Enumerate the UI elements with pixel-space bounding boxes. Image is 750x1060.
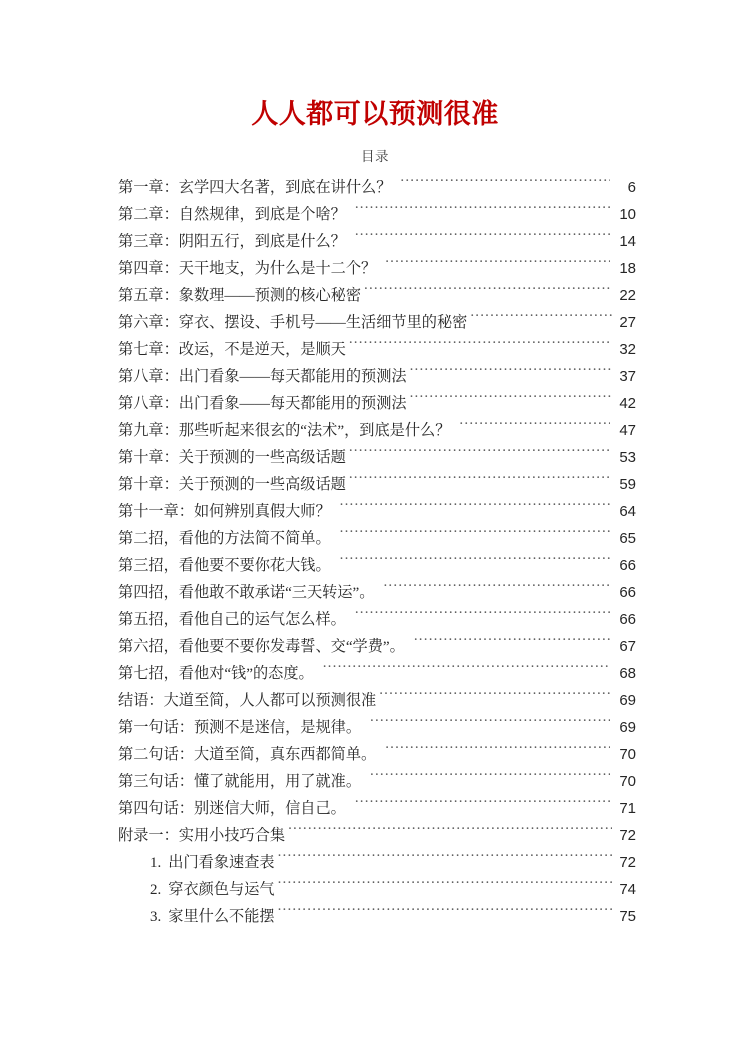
toc-entry[interactable]: [118, 255, 636, 282]
toc-entry[interactable]: [118, 687, 636, 714]
toc-dot-leader: [288, 825, 612, 840]
toc-dot-leader: [278, 852, 612, 867]
toc-dot-leader: [370, 717, 610, 732]
toc-dot-leader: [340, 501, 610, 516]
toc-entry-label: 第一句话：预测不是迷信，是规律。: [118, 719, 361, 736]
toc-entry-page-number: 66: [619, 557, 636, 574]
toc-entry-page-number: 37: [619, 368, 636, 385]
toc-entry[interactable]: [118, 417, 636, 444]
toc-dot-leader: [414, 636, 610, 651]
toc-entry-number: 2.: [150, 882, 162, 898]
toc-entry-label: 第四招，看他敢不敢承诺“三天转运”。: [118, 584, 375, 601]
toc-dot-leader: [383, 582, 610, 597]
toc-entry-page-number: 53: [619, 449, 636, 466]
toc-entry-label: 第七招，看他对“钱”的态度。: [118, 665, 314, 682]
table-of-contents: [118, 174, 636, 930]
toc-entry[interactable]: [118, 552, 636, 579]
toc-dot-leader: [349, 339, 612, 354]
toc-dot-leader: [323, 663, 610, 678]
toc-dot-leader: [355, 231, 610, 246]
toc-dot-leader: [410, 393, 612, 408]
toc-entry[interactable]: [118, 795, 636, 822]
toc-entry-page-number: 72: [619, 854, 636, 871]
toc-entry-label: 第二招，看他的方法简不简单。: [118, 530, 331, 547]
toc-dot-leader: [379, 690, 612, 705]
toc-entry-label: 附录一：实用小技巧合集: [118, 827, 286, 844]
toc-entry-label: 第五招，看他自己的运气怎么样。: [118, 611, 346, 628]
toc-dot-leader: [370, 771, 610, 786]
toc-dot-leader: [355, 609, 610, 624]
toc-entry-page-number: 67: [619, 638, 636, 655]
toc-entry[interactable]: [118, 714, 636, 741]
toc-entry-label: 第六章：穿衣、摆设、手机号——生活细节里的秘密: [118, 314, 468, 331]
toc-entry-label: 第十章：关于预测的一些高级话题: [118, 449, 346, 466]
toc-entry[interactable]: [118, 822, 636, 849]
table-of-contents-heading: 目录: [361, 149, 389, 164]
toc-entry[interactable]: [118, 174, 636, 201]
toc-dot-leader: [400, 177, 610, 192]
toc-entry-page-number: 68: [619, 665, 636, 682]
toc-dot-leader: [349, 474, 612, 489]
toc-entry-label: 第二章：自然规律，到底是个啥？: [118, 206, 346, 223]
toc-entry-page-number: 10: [619, 206, 636, 223]
toc-dot-leader: [355, 204, 610, 219]
toc-entry-number: 1.: [150, 855, 162, 871]
toc-entry-page-number: 14: [619, 233, 636, 250]
toc-dot-leader: [340, 528, 610, 543]
toc-entry-page-number: 71: [619, 800, 636, 817]
toc-entry-label: 第十章：关于预测的一些高级话题: [118, 476, 346, 493]
toc-entry[interactable]: [118, 390, 636, 417]
toc-entry-label: 第二句话：大道至简，真东西都简单。: [118, 746, 377, 763]
toc-entry-page-number: 70: [619, 746, 636, 763]
toc-dot-leader: [340, 555, 610, 570]
toc-entry-page-number: 66: [619, 611, 636, 628]
toc-entry[interactable]: [118, 660, 636, 687]
toc-dot-leader: [459, 420, 610, 435]
toc-entry[interactable]: [118, 363, 636, 390]
toc-entry[interactable]: [118, 768, 636, 795]
toc-entry[interactable]: [118, 471, 636, 498]
toc-entry-page-number: 27: [619, 314, 636, 331]
toc-entry-label: 第八章：出门看象——每天都能用的预测法: [118, 395, 407, 412]
toc-entry-label: 第九章：那些听起来很玄的“法术”，到底是什么？: [118, 422, 451, 439]
toc-entry-page-number: 65: [619, 530, 636, 547]
toc-entry-label: 家里什么不能摆: [168, 908, 275, 925]
toc-entry-label: 第七章：改运，不是逆天，是顺天: [118, 341, 346, 358]
toc-entry-label: 第四章：天干地支，为什么是十二个？: [118, 260, 377, 277]
toc-entry-page-number: 6: [627, 179, 636, 196]
toc-entry[interactable]: [118, 876, 636, 903]
toc-entry[interactable]: [118, 633, 636, 660]
toc-entry[interactable]: [118, 903, 636, 930]
toc-entry[interactable]: [118, 606, 636, 633]
toc-entry-page-number: 64: [619, 503, 636, 520]
toc-dot-leader: [278, 906, 612, 921]
page-title: 人人都可以预测很准: [251, 99, 499, 129]
toc-dot-leader: [410, 366, 612, 381]
toc-entry[interactable]: [118, 849, 636, 876]
toc-entry-page-number: 42: [619, 395, 636, 412]
toc-dot-leader: [385, 744, 610, 759]
toc-dot-leader: [278, 879, 612, 894]
toc-dot-leader: [385, 258, 610, 273]
toc-entry-page-number: 59: [619, 476, 636, 493]
toc-entry-label: 第五章：象数理——预测的核心秘密: [118, 287, 361, 304]
toc-dot-leader: [349, 447, 612, 462]
toc-entry-page-number: 70: [619, 773, 636, 790]
toc-entry-label: 第三句话：懂了就能用，用了就准。: [118, 773, 361, 790]
toc-entry[interactable]: [118, 444, 636, 471]
toc-entry[interactable]: [118, 201, 636, 228]
toc-entry-label: 第六招，看他要不要你发毒誓、交“学费”。: [118, 638, 405, 655]
toc-entry-page-number: 66: [619, 584, 636, 601]
toc-entry-page-number: 18: [619, 260, 636, 277]
toc-entry-label: 第三招，看他要不要你花大钱。: [118, 557, 331, 574]
toc-entry[interactable]: [118, 309, 636, 336]
toc-entry[interactable]: [118, 525, 636, 552]
toc-entry-label: 第一章：玄学四大名著，到底在讲什么？: [118, 179, 392, 196]
toc-entry-page-number: 69: [619, 692, 636, 709]
toc-entry-label: 第十一章：如何辨别真假大师？: [118, 503, 331, 520]
toc-entry-number: 3.: [150, 909, 162, 925]
toc-entry-label: 第八章：出门看象——每天都能用的预测法: [118, 368, 407, 385]
toc-entry-label: 穿衣颜色与运气: [168, 881, 275, 898]
toc-entry-page-number: 32: [619, 341, 636, 358]
toc-entry[interactable]: [118, 498, 636, 525]
toc-entry[interactable]: [118, 336, 636, 363]
toc-entry-label: 结语：大道至简，人人都可以预测很准: [118, 692, 377, 709]
toc-entry-label: 第四句话：别迷信大师，信自己。: [118, 800, 346, 817]
toc-entry-page-number: 69: [619, 719, 636, 736]
toc-entry[interactable]: [118, 228, 636, 255]
toc-entry-label: 第三章：阴阳五行，到底是什么？: [118, 233, 346, 250]
toc-dot-leader: [355, 798, 610, 813]
toc-entry[interactable]: [118, 579, 636, 606]
toc-entry[interactable]: [118, 741, 636, 768]
toc-entry-page-number: 47: [619, 422, 636, 439]
toc-entry[interactable]: [118, 282, 636, 309]
toc-entry-label: 出门看象速查表: [168, 854, 275, 871]
toc-entry-page-number: 74: [619, 881, 636, 898]
toc-dot-leader: [364, 285, 612, 300]
toc-entry-page-number: 75: [619, 908, 636, 925]
toc-entry-page-number: 72: [619, 827, 636, 844]
toc-entry-page-number: 22: [619, 287, 636, 304]
toc-dot-leader: [470, 312, 612, 327]
